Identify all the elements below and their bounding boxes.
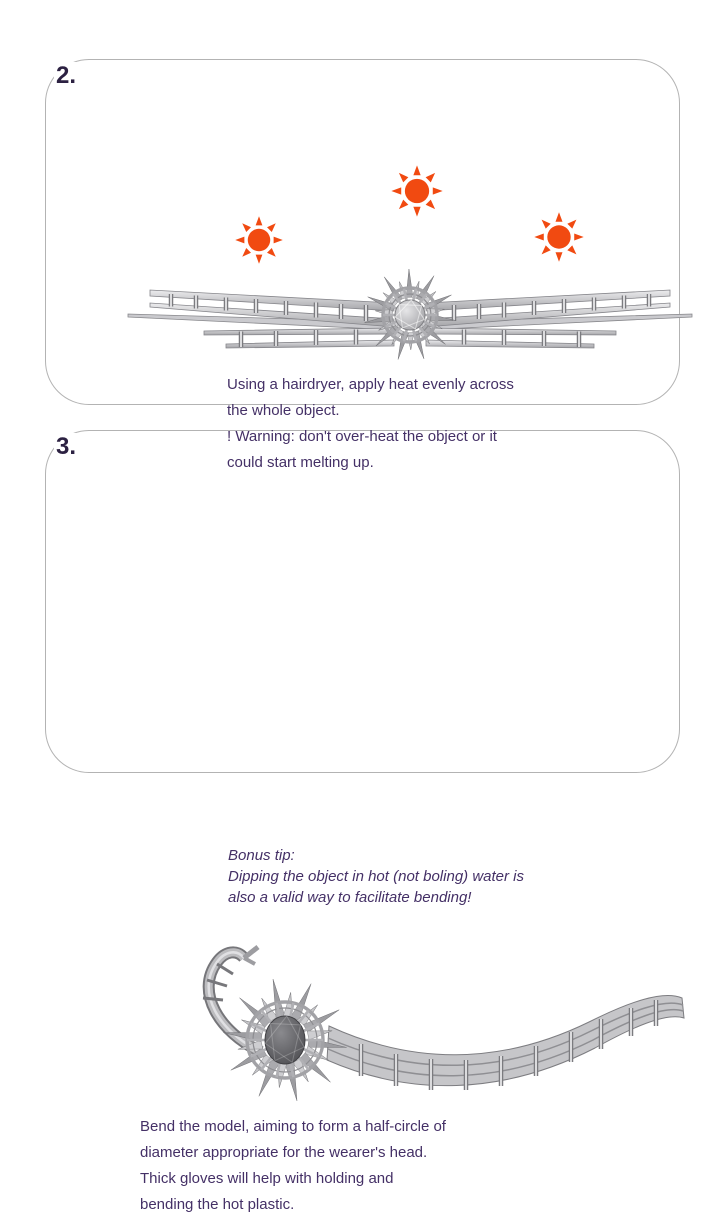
step-2-card xyxy=(45,59,680,471)
step-2-number: 2. xyxy=(54,62,82,92)
caption-line: Using a hairdryer, apply heat evenly across xyxy=(227,376,514,393)
step-3-caption xyxy=(140,1114,446,1218)
bonus-tip-line: Dipping the object in hot (not boling) water is xyxy=(228,868,525,885)
caption-line: the whole object. xyxy=(227,402,340,419)
sun-icon xyxy=(533,211,585,263)
caption-line: bending the hot plastic. xyxy=(140,1196,295,1213)
bent-headband-illustration xyxy=(161,918,706,1103)
step-2-caption xyxy=(227,372,514,476)
caption-line: could start melting up. xyxy=(227,454,374,471)
bonus-tip-line: Bonus tip: xyxy=(228,847,295,864)
caption-line: Thick gloves will help with holding and xyxy=(140,1170,394,1187)
flat-headband-illustration xyxy=(114,267,698,363)
caption-line: diameter appropriate for the wearer's head. xyxy=(140,1144,428,1161)
bonus-tip xyxy=(228,845,524,908)
caption-line: Bend the model, aiming to form a half-circle of xyxy=(140,1118,446,1135)
caption-line: ! Warning: don't over-heat the object or it xyxy=(227,428,497,445)
sun-icon xyxy=(234,215,284,265)
bonus-tip-line: also a valid way to facilitate bending! xyxy=(228,889,472,906)
sun-icon xyxy=(390,164,444,218)
step-3-number: 3. xyxy=(54,433,82,463)
